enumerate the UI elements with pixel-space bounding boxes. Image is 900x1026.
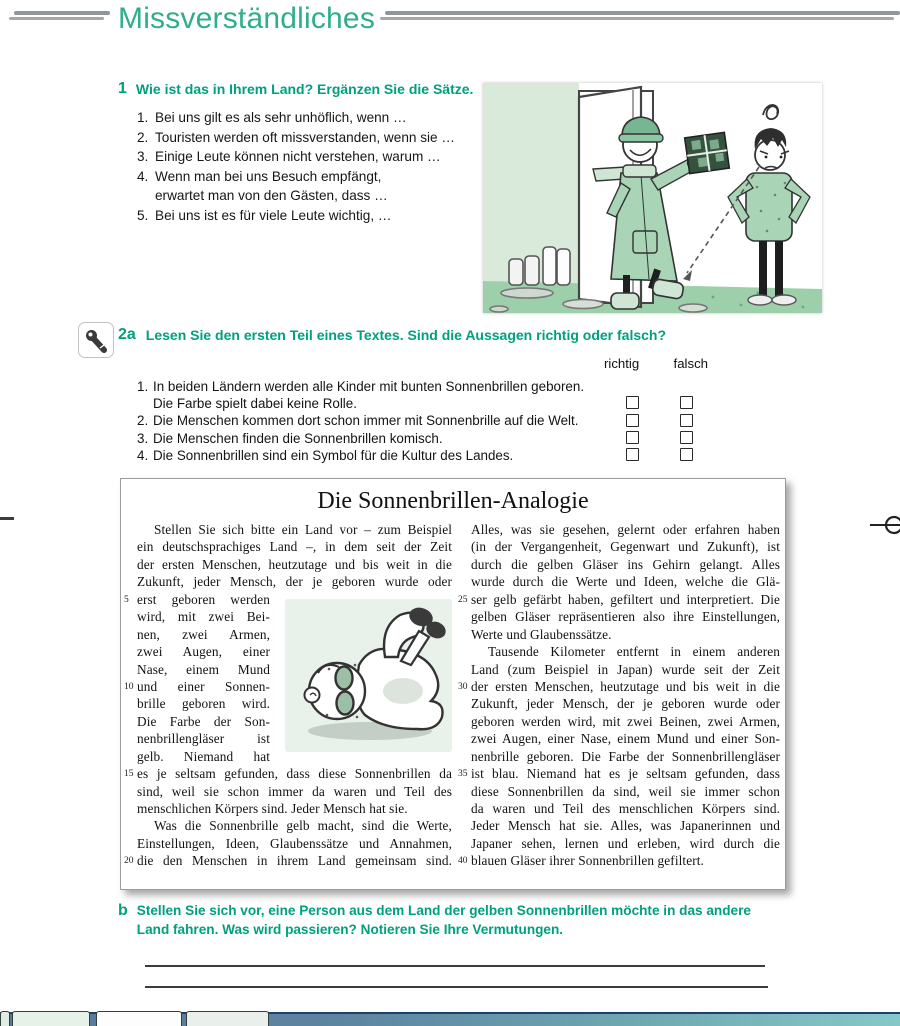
statement-number: 2. (137, 413, 149, 429)
text-line (458, 574, 780, 591)
reading-left-column (124, 522, 452, 871)
line-text: Was die Sonnenbrille gelb macht, sind die Werte, (154, 818, 452, 834)
baby-sunglasses-illustration (285, 599, 452, 752)
line-text: Land (zum Beispiel in Japan) wurde seit der Zeit (471, 661, 780, 677)
line-number (458, 731, 471, 748)
list-item-text: Einige Leute können nicht verstehen, warum … (155, 149, 441, 165)
line-number (458, 836, 471, 853)
doorway-cartoon-illustration (483, 83, 822, 313)
window-tab[interactable] (12, 1011, 90, 1026)
reading-right-column (458, 522, 780, 871)
text-line (458, 749, 780, 766)
line-text: gelb. Niemand hat (137, 748, 270, 764)
line-number (124, 749, 137, 766)
line-number (458, 714, 471, 731)
line-number: 15 (124, 769, 134, 780)
line-text: Die Farbe der Son- (137, 713, 270, 729)
text-line (124, 818, 452, 835)
checkbox-richtig[interactable] (626, 414, 639, 427)
answer-line[interactable] (145, 986, 768, 988)
statement-text: In beiden Ländern werden alle Kinder mit bunten Sonnenbrillen geboren. (153, 379, 585, 394)
line-text: nenbrille geboren. Die Farbe der Sonnenbrillengläser (471, 748, 780, 764)
line-text: durch die gelben Gläser ins Gehirn gelangt. Alles (471, 556, 780, 572)
text-line (124, 522, 452, 539)
list-item (137, 206, 488, 226)
line-text: Zukunft, jeder Mensch, der je geboren wurde oder (137, 574, 452, 590)
text-line (458, 662, 780, 679)
statement-text-line2: Die Farbe spielt dabei keine Rolle. (153, 396, 357, 412)
text-line (458, 784, 780, 801)
statement-text: Die Menschen finden die Sonnenbrillen komisch. (153, 430, 443, 446)
checkbox-richtig[interactable] (626, 431, 639, 444)
list-item-number: 2. (137, 129, 149, 145)
answer-line[interactable] (145, 965, 765, 967)
checkbox-richtig[interactable] (626, 396, 639, 409)
statement-row (137, 447, 695, 464)
text-line (124, 766, 452, 783)
line-number (458, 749, 471, 766)
line-number: 35 (458, 769, 468, 780)
line-text: erst geboren werden (137, 591, 270, 607)
line-number (458, 574, 471, 591)
line-text: diese Sonnenbrillen da sind, weil sie immer schon (471, 783, 780, 799)
statement-number: 4. (137, 447, 149, 463)
text-line (458, 853, 780, 870)
text-line (458, 609, 780, 626)
checkbox-falsch[interactable] (680, 396, 693, 409)
list-item (137, 167, 488, 187)
line-number: 5 (124, 594, 129, 605)
exercise-b-number: b (118, 902, 128, 919)
list-item (137, 108, 488, 128)
line-number (458, 801, 471, 818)
line-text: ser gelb gefärbt haben, gefiltert und interpretiert. Die (471, 591, 780, 607)
line-number (458, 662, 471, 679)
reading-text-box (120, 478, 786, 890)
text-line (458, 539, 780, 556)
page-title: Missverständliches (118, 2, 376, 35)
statement-row (137, 430, 695, 447)
statement-row (137, 378, 695, 412)
line-number (458, 609, 471, 626)
line-text: Werte und Glaubenssätze. (471, 626, 612, 642)
line-number (458, 784, 471, 801)
exercise-2a-number: 2a (118, 326, 136, 343)
list-item-text: Touristen werden oft missverstanden, wenn sie … (155, 129, 455, 145)
line-text: da waren und Teil des menschlichen Körpers sind. (471, 801, 780, 816)
line-text: es je seltsam gefunden, dass diese Sonnenbrillen da (137, 766, 452, 782)
line-number (124, 662, 137, 679)
line-number (124, 784, 137, 801)
line-number (124, 574, 137, 591)
checkbox-falsch[interactable] (680, 448, 693, 461)
line-number (124, 627, 137, 644)
line-text: Einstellungen, Ideen, Glaubenssätze und Annahmen, (137, 835, 452, 851)
line-text: menschlichen Körpers sind. Jeder Mensch hat sie. (137, 801, 408, 816)
line-text: die den Menschen in ihrem Land gemeinsam sind. (137, 853, 452, 869)
line-number (458, 627, 471, 644)
exercise-2a (118, 326, 738, 344)
line-number: 20 (124, 856, 134, 867)
exercise-2a-title: Lesen Sie den ersten Teil eines Textes. Sind die Aussagen richtig oder falsch? (145, 327, 667, 343)
text-line (458, 522, 780, 539)
list-item-text: erwartet man von den Gästen, dass … (155, 188, 388, 204)
line-text: Nase, einem Mund (137, 661, 270, 677)
statement-text: Die Menschen kommen dort schon immer mit Sonnenbrille auf die Welt. (153, 413, 579, 429)
exercise-1-title: Wie ist das in Ihrem Land? Ergänzen Sie die Sätze. (135, 81, 474, 97)
line-text: blauen Gläser ihrer Sonnenbrillen gefiltert. (471, 853, 704, 869)
text-line (458, 696, 780, 713)
line-number (458, 539, 471, 556)
line-number: 40 (458, 856, 468, 867)
text-line (458, 766, 780, 783)
exercise-1 (118, 80, 488, 226)
line-number (124, 696, 137, 713)
line-number (458, 644, 471, 661)
exercise-b-title (137, 902, 751, 940)
statement-text: Die Sonnenbrillen sind ein Symbol für die Kultur des Landes. (153, 447, 514, 463)
line-number (458, 557, 471, 574)
line-text: Japaner sehen, lernen und erleben, wird durch die (471, 835, 780, 851)
line-text: wurde durch die Werte und Ideen, welche die Glä- (471, 574, 780, 590)
text-line (124, 574, 452, 591)
text-line (458, 731, 780, 748)
text-line (458, 627, 780, 644)
line-number (124, 557, 137, 574)
text-line (124, 784, 452, 801)
text-line (458, 836, 780, 853)
line-number (124, 836, 137, 853)
line-number (458, 818, 471, 835)
line-number (124, 644, 137, 661)
checkbox-falsch[interactable] (680, 414, 693, 427)
text-line (458, 592, 780, 609)
line-text: Alles, was sie gesehen, gelernt oder erfahren haben (471, 522, 780, 537)
text-line (458, 801, 780, 818)
exercise-b-line2: Land fahren. Was wird passieren? Notieren Sie Ihre Vermutungen. (136, 921, 564, 937)
text-line (124, 801, 452, 818)
crop-mark-left (0, 517, 14, 520)
header-rule-left (14, 11, 110, 15)
line-number (124, 801, 137, 818)
key-icon (78, 322, 114, 358)
list-item (137, 147, 488, 167)
line-text: nen, zwei Armen, (137, 626, 270, 642)
header-rule-right (385, 11, 900, 15)
line-number (124, 539, 137, 556)
line-text: Stellen Sie sich bitte ein Land vor – zum Beispiel (154, 522, 452, 537)
checkbox-falsch[interactable] (680, 431, 693, 444)
line-text: wird, mit zwei Bei- (137, 609, 270, 625)
line-number (124, 609, 137, 626)
list-item (137, 186, 488, 206)
text-line (458, 557, 780, 574)
line-number (458, 696, 471, 713)
exercise-1-list (137, 108, 488, 226)
text-line (124, 557, 452, 574)
line-text: ein deutschsprachiges Land –, in dem seit der Zeit (137, 539, 452, 555)
line-text: brille geboren wird. (137, 696, 270, 712)
line-number: 25 (458, 594, 468, 605)
column-richtig: richtig (604, 356, 640, 371)
text-line (124, 539, 452, 556)
list-item-text: Bei uns gilt es als sehr unhöflich, wenn … (155, 110, 407, 125)
column-falsch: falsch (673, 356, 708, 371)
line-text: zwei Augen, einer (137, 644, 270, 660)
list-item-number: 4. (137, 168, 149, 184)
line-text: ist blau. Niemand hat es je seltsam gefunden, dass (471, 766, 780, 782)
list-item-number: 1. (137, 110, 149, 125)
line-number: 10 (124, 681, 134, 692)
line-number (458, 522, 471, 539)
list-item-text: Bei uns ist es für viele Leute wichtig, … (155, 207, 392, 223)
line-text: geboren werden wird, mit zwei Beinen, zwei Armen, (471, 713, 780, 729)
checkbox-richtig[interactable] (626, 448, 639, 461)
line-text: nenbrillengläser ist (137, 731, 270, 747)
statement-number: 1. (137, 379, 149, 394)
list-item-number: 5. (137, 207, 149, 223)
line-text: und einer Sonnen- (137, 678, 270, 694)
exercise-b (118, 902, 808, 940)
text-line (458, 714, 780, 731)
text-line (124, 853, 452, 870)
text-line (458, 818, 780, 835)
statement-row (137, 412, 695, 429)
line-text: der ersten Menschen, heutzutage und bis weit in die (137, 556, 452, 572)
list-item-number (137, 186, 155, 206)
text-line (458, 644, 780, 661)
line-text: sind, weil sie schon immer da waren und Teil des (137, 783, 452, 799)
line-text: zwei Augen, einer Nase, einem Mund und einer Son- (471, 731, 780, 747)
statements-list (137, 378, 695, 464)
line-text: gelben Gläser repräsentieren also ihre Einstellungen, (471, 609, 780, 625)
truefalse-column-headers (604, 356, 708, 371)
list-item-number: 3. (137, 149, 149, 165)
line-text: Jeder Mensch hat sie. Alles, was Japanerinnen und (471, 818, 780, 834)
line-number: 30 (458, 681, 468, 692)
text-line (458, 679, 780, 696)
reading-title: Die Sonnenbrillen-Analogie (317, 488, 589, 514)
window-tab[interactable] (186, 1011, 269, 1026)
window-tab[interactable] (96, 1011, 182, 1026)
statement-number: 3. (137, 430, 149, 446)
line-text: Tausende Kilometer entfernt in einem anderen (488, 644, 780, 660)
line-number (124, 522, 137, 539)
line-text: Zukunft, jeder Mensch, der je geboren wurde oder (471, 696, 780, 712)
line-number (124, 731, 137, 748)
list-item-text: Wenn man bei uns Besuch empfängt, (155, 168, 382, 184)
registration-mark-right (870, 505, 900, 545)
line-text: (in der Vergangenheit, Gegenwart und Zukunft), ist (471, 539, 780, 555)
line-number (124, 714, 137, 731)
window-tab[interactable] (0, 1011, 10, 1026)
line-number (124, 818, 137, 835)
line-text: der ersten Menschen, heutzutage und bis weit in die (471, 678, 780, 694)
text-line (124, 836, 452, 853)
list-item (137, 128, 488, 148)
exercise-1-number: 1 (118, 80, 127, 97)
exercise-b-line1: Stellen Sie sich vor, eine Person aus dem Land der gelben Sonnenbrillen möchte in das andere (136, 903, 751, 918)
